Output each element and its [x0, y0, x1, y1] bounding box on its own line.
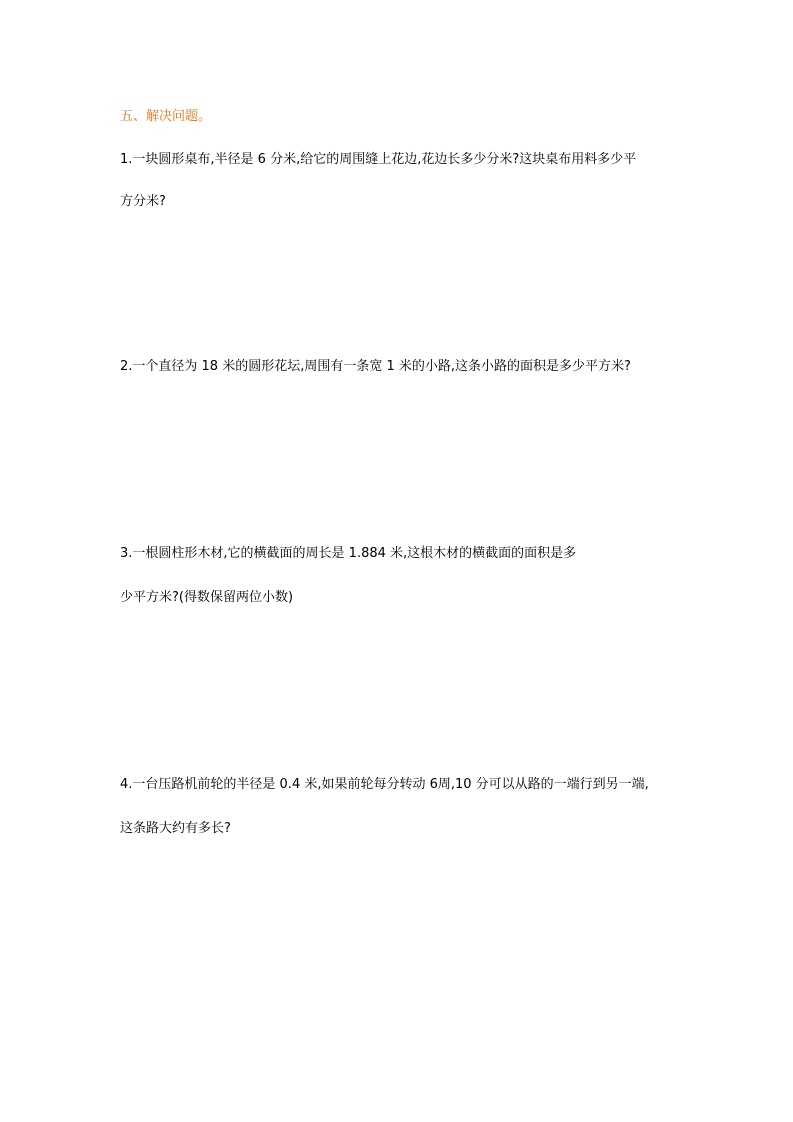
question-3-line-1: 3.一根圆柱形木材,它的横截面的周长是 1.884 米,这根木材的横截面的面积是多: [120, 546, 577, 561]
question-1-line-2: 方分米?: [120, 194, 166, 209]
section-title: 五、解决问题。: [120, 109, 212, 124]
question-4-line-1: 4.一台压路机前轮的半径是 0.4 米,如果前轮每分转动 6周,10 分可以从路的一端行到另一端,: [120, 777, 649, 792]
question-2-line-1: 2.一个直径为 18 米的圆形花坛,周围有一条宽 1 米的小路,这条小路的面积是多少平方米?: [120, 359, 631, 374]
question-3-line-2: 少平方米?(得数保留两位小数): [120, 590, 294, 605]
question-1-line-1: 1.一块圆形桌布,半径是 6 分米,给它的周围缝上花边,花边长多少分米?这块桌布用料多少平: [120, 152, 637, 167]
question-4-line-2: 这条路大约有多长?: [120, 821, 231, 836]
